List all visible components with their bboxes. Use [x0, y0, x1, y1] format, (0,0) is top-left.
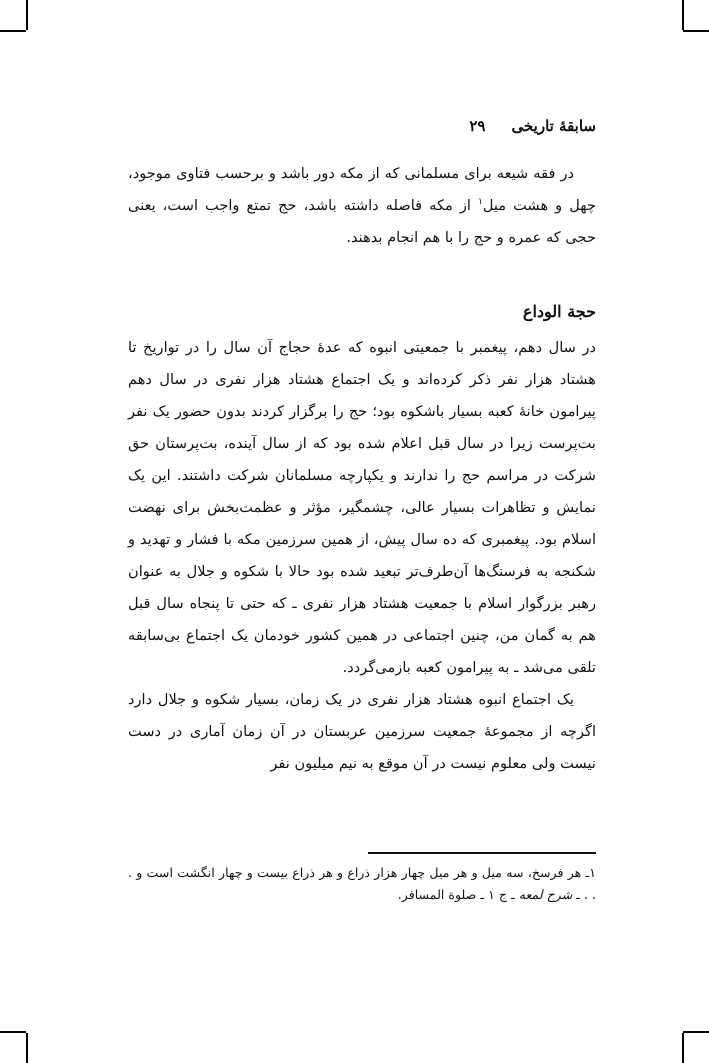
section-heading: حجة الوداع — [522, 302, 596, 321]
footnote-reference: ۱ — [477, 197, 483, 208]
crop-mark-bottom-left-h — [0, 1031, 26, 1033]
footnote-text: ۱ـ هر فرسخ، سه میل و هر میل چهار هزار ذراع و هر ذراع بیست و چهار انگشت است و . . . ـ — [128, 865, 596, 902]
intro-text-part2: از مکه فاصله داشته باشد، حج تمتع واجب است، یعنی حجی که عمره و حج را با هم انجام بدهند. — [128, 197, 596, 246]
footnote-separator — [368, 852, 596, 854]
running-header — [128, 108, 596, 144]
body-paragraph-1: در سال دهم، پیغمبر با جمعیتی انبوه که عدۀ حجاج آن سال را در تواریخ تا هشتاد هزار نفر ذکر کرده‌اند و یک اجتماع هشتاد هزار نفری در سال دهم پیرامون خانۀ کعبه بسیار باشکوه بود؛ حج را برگزار کردند بدون حضور یک نفر بت‌پرست زیرا در سال قبل اعلام شده بود که از سال آینده، بت‌پرستان حق شرکت در مراسم حج را ندارند و یکپارچه مسلمانان شرکت داشتند. این یک نمایش و تظاهرات بسیار عالی، چشمگیر، مؤثر و عظمت‌بخش برای نهضت اسلام بود. پیغمبری که ده سال پیش، از همین سرزمین مکه با فشار و تهدید و شکنجه به فرسنگ‌ها آن‌طرف‌تر تبعید شده بود حالا با شکوه و جلال به عنوان رهبر بزرگوار اسلام با جمعیت هشتاد هزار نفری ـ که حتی تا پنجاه سال قبل هم به گمان من، چنین اجتماعی در همین کشور خودمان یک اجتماع بی‌سابقه تلقی می‌شد ـ به پیرامون کعبه بازمی‌گردد. — [128, 339, 596, 676]
crop-mark-top-left-h — [0, 30, 26, 32]
crop-mark-top-left-v — [26, 0, 28, 30]
intro-paragraph — [128, 158, 596, 254]
page-number: ۲۹ — [469, 117, 486, 135]
crop-mark-top-right-h — [683, 30, 709, 32]
crop-mark-bottom-right-v — [682, 1033, 684, 1063]
book-page — [128, 108, 596, 928]
intro-text-part1: در فقه شیعه برای مسلمانی که از مکه دور باشد و برحسب فتاوی موجود، چهل و هشت میل — [128, 165, 596, 214]
body-paragraph-2: یک اجتماع انبوه هشتاد هزار نفری در یک زمان، بسیار شکوه و جلال دارد اگرچه از مجموعۀ جمعیت سرزمین عربستان در آن زمان آماری در دست نیست ولی معلوم نیست در آن موقع به نیم میلیون نفر — [128, 691, 597, 772]
footnote — [128, 862, 596, 906]
footnote-source-title: شرح لمعه — [518, 887, 573, 902]
crop-mark-bottom-left-v — [26, 1033, 28, 1063]
footnote-source-ref: ـ ج ۱ ـ صلوة المسافر. — [397, 887, 515, 902]
running-title: سابقۀ تاریخی — [511, 117, 596, 135]
crop-mark-top-right-v — [682, 0, 684, 30]
crop-mark-bottom-right-h — [683, 1031, 709, 1033]
